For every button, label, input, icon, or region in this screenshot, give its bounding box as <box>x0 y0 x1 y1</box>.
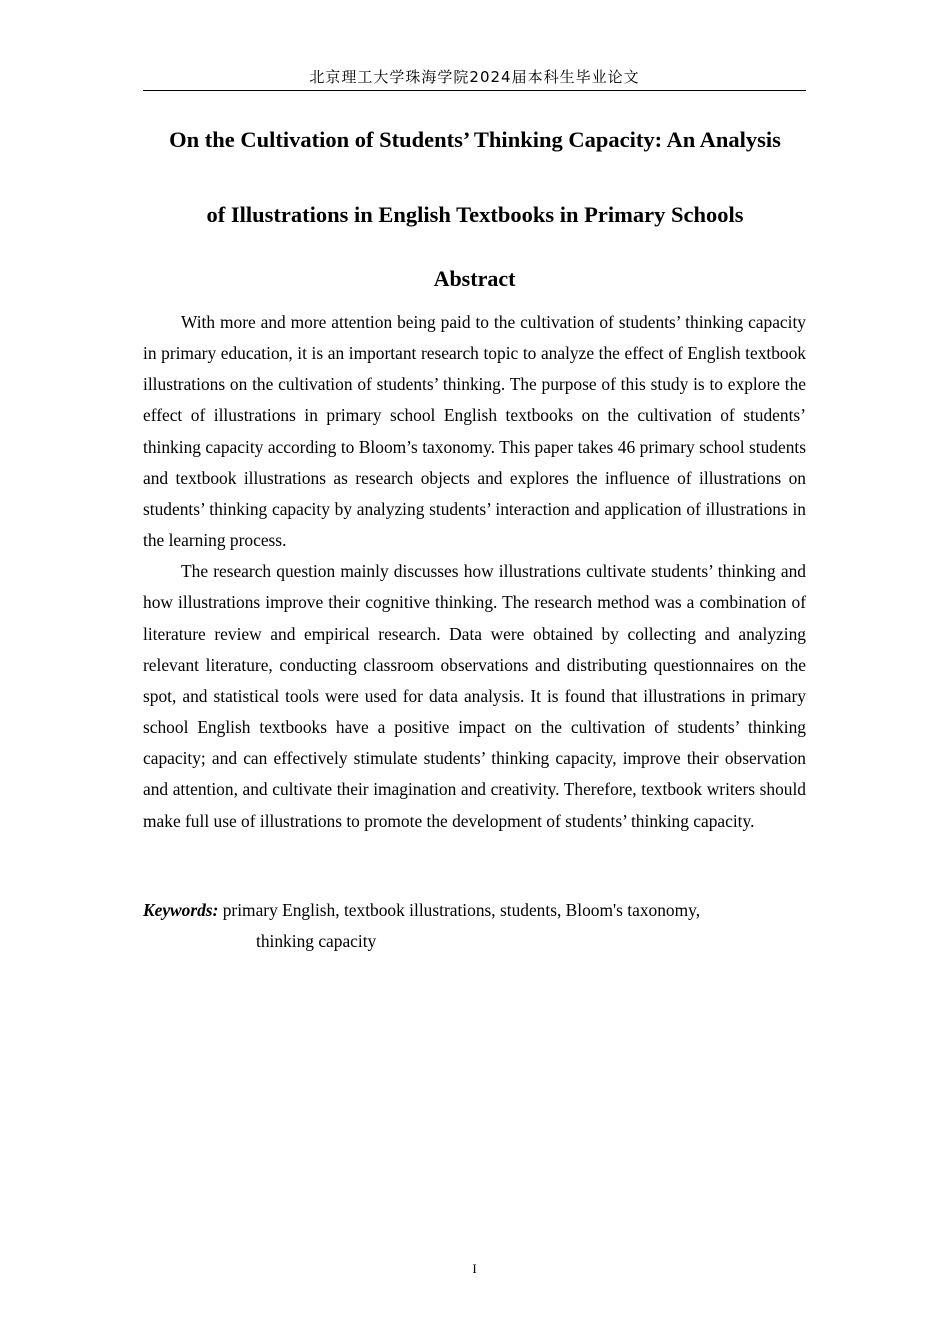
abstract-paragraph-1: With more and more attention being paid to the cultivation of students’ thinking capacity in primary education, it is an important research topic to analyze the effect of English textbook illustrations on the cultivation of students’ thinking. The purpose of this study is to explore the effect of illustrations in primary school English textbooks on the cultivation of students’ thinking capacity according to Bloom’s taxonomy. This paper takes 46 primary school students and textbook illustrations as research objects and explores the influence of illustrations on students’ thinking capacity by analyzing students’ interaction and application of illustrations in the learning process. <box>143 312 806 551</box>
keywords-line-1 <box>143 895 806 926</box>
keywords-label: Keywords: <box>143 900 219 920</box>
abstract-paragraph-2: The research question mainly discusses how illustrations cultivate students’ thinking and how illustrations improve their cognitive thinking. The research method was a combination of literature review and empirical research. Data were obtained by collecting and analyzing relevant literature, conducting classroom observations and distributing questionnaires on the spot, and statistical tools were used for data analysis. It is found that illustrations in primary school English textbooks have a positive impact on the cultivation of students’ thinking capacity; and can effectively stimulate students’ thinking capacity, improve their observation and attention, and cultivate their imagination and creativity. Therefore, textbook writers should make full use of illustrations to promote the development of students’ thinking capacity. <box>143 561 806 831</box>
abstract-heading: Abstract <box>433 266 516 291</box>
keywords-list-1: primary English, textbook illustrations, students, Bloom's taxonomy, <box>222 900 701 920</box>
thesis-title-line-1: On the Cultivation of Students’ Thinking Capacity: An Analysis <box>169 127 781 152</box>
keywords-block <box>143 895 806 957</box>
page-header: 北京理工大学珠海学院2024届本科生毕业论文 <box>309 68 640 86</box>
keywords-line-2: thinking capacity <box>256 931 377 951</box>
page-number: I <box>472 1261 477 1276</box>
thesis-title-line-2: of Illustrations in English Textbooks in Primary Schools <box>206 202 744 227</box>
abstract-body <box>143 307 806 837</box>
header-rule <box>143 90 806 91</box>
